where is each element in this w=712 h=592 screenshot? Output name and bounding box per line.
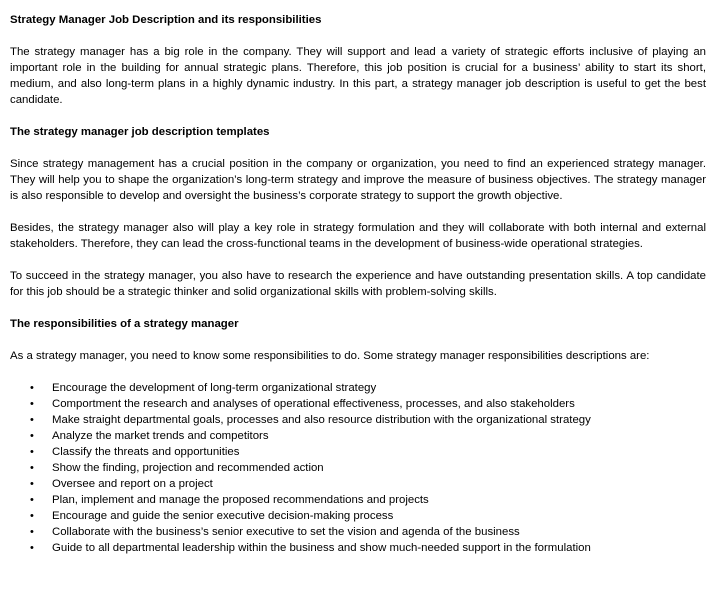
- list-item-text: Encourage the development of long-term organizational strategy: [52, 382, 377, 394]
- bullet-icon: •: [30, 382, 34, 394]
- list-item: [10, 380, 706, 396]
- main-heading: Strategy Manager Job Description and its responsibilities: [10, 14, 322, 26]
- list-item: [10, 396, 706, 412]
- bullet-icon: •: [30, 542, 34, 554]
- bullet-icon: •: [30, 526, 34, 538]
- bullet-icon: •: [30, 478, 34, 490]
- templates-paragraph-1: Since strategy management has a crucial position in the company or organization, you need to find an experienced strategy manager. They will help you to shape the organization’s long-term strategy and improve the measure of business objectives. The strategy manager is also responsible to develop and oversight the business’s corporate strategy to support the growth objective.: [10, 158, 706, 202]
- document-body: [10, 12, 706, 556]
- list-item-text: Guide to all departmental leadership within the business and show much-needed support in the formulation: [52, 542, 591, 554]
- list-item: [10, 460, 706, 476]
- responsibilities-intro: As a strategy manager, you need to know some responsibilities to do. Some strategy manager responsibilities descriptions are:: [10, 350, 650, 362]
- list-item: [10, 492, 706, 508]
- list-item: [10, 524, 706, 540]
- intro-paragraph: The strategy manager has a big role in the company. They will support and lead a variety of strategic efforts inclusive of playing an important role in the building for annual strategic plans. Therefore, this job position is crucial for a business’ ability to start its short, medium, and also long-term plans in a highly dynamic industry. In this part, a strategy manager job description is useful to get the best candidate.: [10, 46, 706, 106]
- list-item: [10, 508, 706, 524]
- list-item-text: Analyze the market trends and competitors: [52, 430, 269, 442]
- bullet-icon: •: [30, 446, 34, 458]
- list-item-text: Make straight departmental goals, processes and also resource distribution with the organizational strategy: [52, 414, 591, 426]
- list-item: [10, 476, 706, 492]
- responsibilities-list: [10, 380, 706, 556]
- list-item-text: Encourage and guide the senior executive decision-making process: [52, 510, 394, 522]
- list-item: [10, 412, 706, 428]
- list-item-text: Oversee and report on a project: [52, 478, 213, 490]
- templates-paragraph-2: Besides, the strategy manager also will play a key role in strategy formulation and they will collaborate with both internal and external stakeholders. Therefore, they can lead the cross-functional teams in the development of business-wide operational strategies.: [10, 222, 706, 250]
- bullet-icon: •: [30, 462, 34, 474]
- templates-heading: The strategy manager job description templates: [10, 126, 270, 138]
- bullet-icon: •: [30, 398, 34, 410]
- bullet-icon: •: [30, 510, 34, 522]
- responsibilities-heading: The responsibilities of a strategy manager: [10, 318, 239, 330]
- list-item-text: Comportment the research and analyses of operational effectiveness, processes, and also stakeholders: [52, 398, 575, 410]
- list-item-text: Show the finding, projection and recommended action: [52, 462, 324, 474]
- list-item-text: Collaborate with the business’s senior executive to set the vision and agenda of the business: [52, 526, 520, 538]
- list-item: [10, 428, 706, 444]
- templates-paragraph-3: To succeed in the strategy manager, you also have to research the experience and have outstanding presentation skills. A top candidate for this job should be a strategic thinker and solid organizational skills with problem-solving skills.: [10, 270, 706, 298]
- list-item-text: Classify the threats and opportunities: [52, 446, 240, 458]
- bullet-icon: •: [30, 494, 34, 506]
- bullet-icon: •: [30, 414, 34, 426]
- list-item: [10, 540, 706, 556]
- bullet-icon: •: [30, 430, 34, 442]
- list-item: [10, 444, 706, 460]
- list-item-text: Plan, implement and manage the proposed recommendations and projects: [52, 494, 429, 506]
